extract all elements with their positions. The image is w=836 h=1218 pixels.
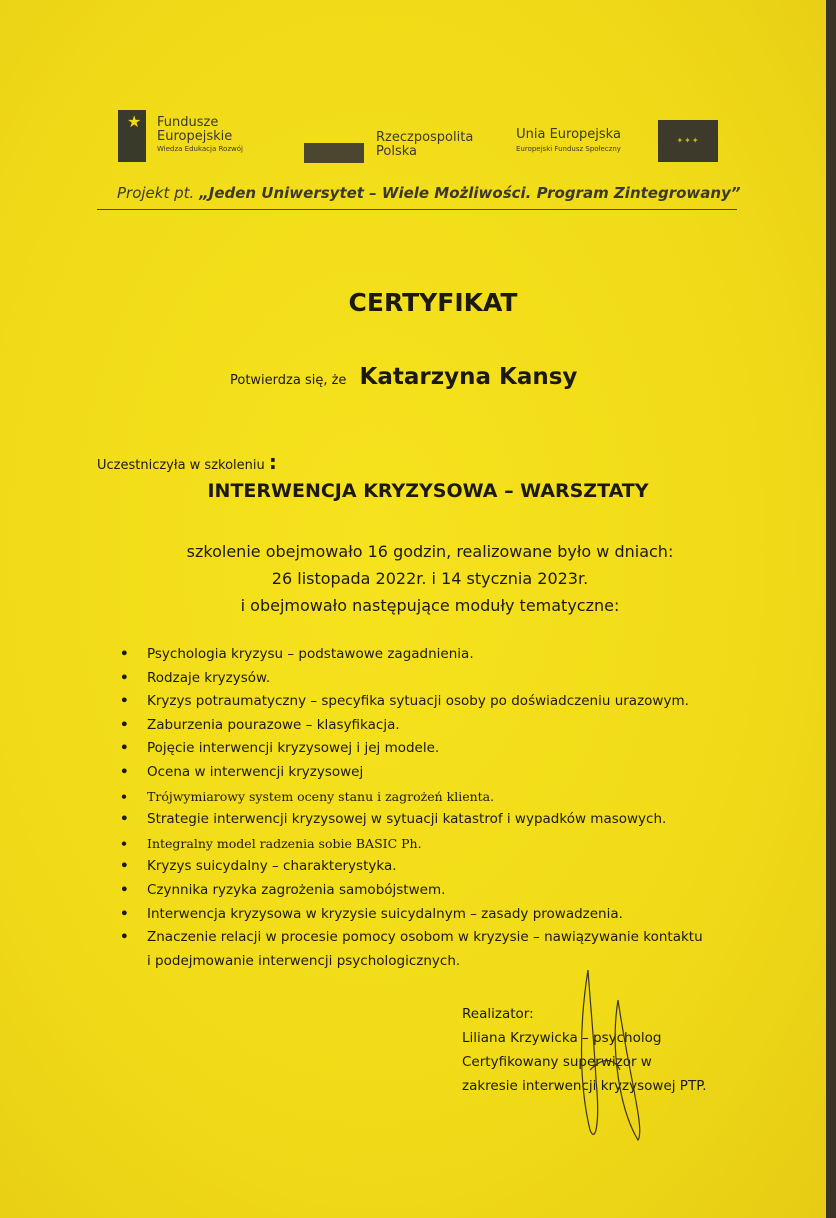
certificate-title: CERTYFIKAT: [348, 288, 518, 317]
header-divider: [97, 209, 737, 210]
ue-sub: Europejski Fundusz Społeczny: [516, 145, 621, 153]
signature-icon: [560, 960, 670, 1150]
fe-sub: Wiedza Edukacja Rozwój: [157, 145, 243, 153]
list-item: • Kryzys suicydalny – charakterystyka.: [117, 855, 707, 879]
fe-line2: Europejskie: [157, 129, 233, 144]
project-name: „Jeden Uniwersytet – Wiele Możliwości. Program Zintegrowany”: [199, 184, 741, 202]
ue-logo-text: [516, 128, 621, 156]
eu-flag-icon: ✦✦✦: [658, 120, 718, 162]
list-item: • Psychologia kryzysu – podstawowe zagadnienia.: [117, 643, 707, 667]
list-item: • Strategie interwencji kryzysowej w sytuacji katastrof i wypadków masowych.: [117, 808, 707, 832]
rp-line1: Rzeczpospolita: [376, 130, 474, 145]
confirm-line: [230, 364, 577, 390]
recipient-name: Katarzyna Kansy: [359, 364, 578, 390]
list-item: • Pojęcie interwencji kryzysowej i jej modele.: [117, 737, 707, 761]
confirm-label: Potwierdza się, że: [230, 373, 347, 388]
info-dates: 26 listopada 2022r. i 14 stycznia 2023r.: [271, 569, 589, 588]
list-item: • Interwencja kryzysowa w kryzysie suicydalnym – zasady prowadzenia.: [117, 903, 707, 927]
info-line: i obejmowało następujące moduły tematyczne:: [240, 596, 620, 615]
participated-line: [97, 450, 277, 474]
realizator-name: Liliana Krzywicka – psycholog: [462, 1030, 662, 1046]
info-line: szkolenie obejmowało 16 godzin, realizowane było w dniach:: [186, 542, 674, 561]
list-item: • Rodzaje kryzysów.: [117, 667, 707, 691]
course-info: [0, 538, 836, 619]
ue-line1: Unia Europejska: [516, 127, 621, 142]
participated-label: Uczestniczyła w szkoleniu: [97, 458, 265, 473]
list-item: • Ocena w interwencji kryzysowej: [117, 761, 707, 785]
list-item: • Czynnika ryzyka zagrożenia samobójstwem.: [117, 879, 707, 903]
list-item: • Integralny model radzenia sobie BASIC Ph.: [117, 832, 707, 856]
rp-line2: Polska: [376, 144, 417, 159]
fundusze-europejskie-logo-text: [157, 116, 243, 154]
participated-colon: :: [268, 450, 277, 474]
list-item: • Znaczenie relacji w procesie pomocy osobom w kryzysie – nawiązywanie kontaktu i podejmowanie interwencji psychologicznych.: [117, 926, 707, 973]
fundusze-europejskie-logo-icon: [118, 110, 146, 162]
course-title: INTERWENCJA KRYZYSOWA – WARSZTATY: [207, 480, 649, 502]
polish-flag-icon: [304, 143, 364, 163]
project-title: [117, 184, 741, 202]
realizator-label: Realizator:: [462, 1006, 534, 1022]
list-item: • Zaburzenia pourazowe – klasyfikacja.: [117, 714, 707, 738]
fe-line1: Fundusze: [157, 115, 219, 130]
realizator-title: Certyfikowany superwizor w: [462, 1054, 652, 1070]
list-item: • Trójwymiarowy system oceny stanu i zagrożeń klienta.: [117, 785, 707, 809]
project-prefix: Projekt pt.: [117, 184, 195, 202]
list-item: • Kryzys potraumatyczny – specyfika sytuacji osoby po doświadczeniu urazowym.: [117, 690, 707, 714]
realizator-title: zakresie interwencji kryzysowej PTP.: [462, 1078, 707, 1094]
rzeczpospolita-logo-text: [376, 131, 473, 159]
modules-list: [117, 643, 707, 973]
